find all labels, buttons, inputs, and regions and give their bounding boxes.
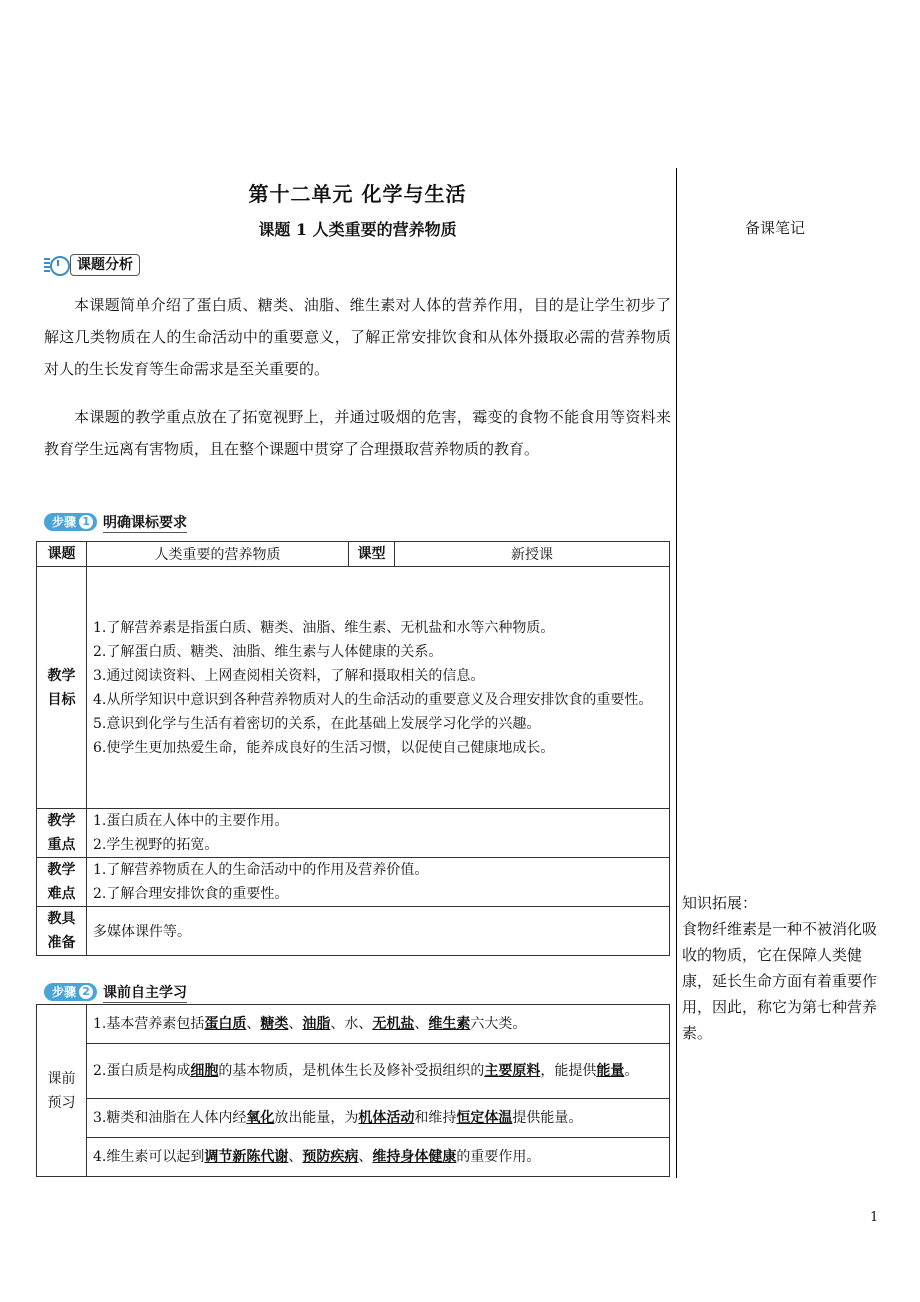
key-points-list: 1.蛋白质在人体中的主要作用。 2.学生视野的拓宽。 (87, 809, 670, 858)
tools-value: 多媒体课件等。 (87, 907, 670, 956)
preview-header: 课前 预习 (37, 1005, 87, 1177)
difficulties-header: 教学 难点 (37, 858, 87, 907)
curriculum-table (36, 541, 670, 956)
preview-item-3: 3.糖类和油脂在人体内经氧化放出能量，为机体活动和维持恒定体温提供能量。 (87, 1099, 670, 1138)
step-1-number: 1 (79, 515, 93, 529)
goal-item: 3.通过阅读资料、上网查阅相关资料，了解和摄取相关的信息。 (93, 667, 485, 684)
page-number: 1 (870, 1210, 879, 1225)
preview-table (36, 1004, 670, 1177)
step-1-tag: 步骤 (52, 515, 77, 529)
knowledge-extension (682, 890, 882, 1046)
goal-item: 1.了解营养素是指蛋白质、糖类、油脂、维生素、无机盐和水等六种物质。 (93, 619, 555, 636)
tools-header: 教具 准备 (37, 907, 87, 956)
notes-column-label: 备课笔记 (745, 219, 806, 237)
type-header: 课型 (349, 542, 395, 567)
clock-icon (44, 254, 70, 276)
topic-header: 课题 (37, 542, 87, 567)
preview-item-4: 4.维生素可以起到调节新陈代谢、预防疾病、维持身体健康的重要作用。 (87, 1138, 670, 1177)
goals-list (87, 567, 670, 809)
preview-item-1: 1.基本营养素包括蛋白质、糖类、油脂、水、无机盐、维生素六大类。 (87, 1005, 670, 1044)
goal-item: 5.意识到化学与生活有着密切的关系，在此基础上发展学习化学的兴趣。 (93, 715, 541, 732)
analysis-paragraph-2: 本课题的教学重点放在了拓宽视野上，并通过吸烟的危害，霉变的食物不能食用等资料来教育学生远离有害物质，且在整个课题中贯穿了合理摄取营养物质的教育。 (44, 408, 671, 458)
step-1-pill (44, 513, 97, 531)
goal-item: 4.从所学知识中意识到各种营养物质对人的生命活动的重要意义及合理安排饮食的重要性。 (93, 691, 653, 708)
step-2-pill (44, 983, 97, 1001)
step-1-label: 明确课标要求 (103, 512, 187, 533)
analysis-badge-label: 课题分析 (70, 254, 140, 276)
topic-value: 人类重要的营养物质 (87, 542, 349, 567)
extension-heading: 知识拓展： (682, 894, 758, 912)
step-2-number: 2 (79, 985, 93, 999)
analysis-paragraph-1: 本课题简单介绍了蛋白质、糖类、油脂、维生素对人体的营养作用，目的是让学生初步了解这几类物质在人的生命活动中的重要意义，了解正常安排饮食和从体外摄取必需的营养物质对人的生长发育等生命需求是至关重要的。 (44, 296, 671, 378)
goals-header: 教学 目标 (37, 567, 87, 809)
goal-item: 6.使学生更加热爱生命，能养成良好的生活习惯，以促使自己健康地成长。 (93, 739, 555, 756)
step-1-heading (44, 512, 187, 532)
margin-divider (676, 168, 677, 1178)
step-2-label: 课前自主学习 (103, 982, 187, 1003)
difficulties-list: 1.了解营养物质在人的生命活动中的作用及营养价值。 2.了解合理安排饮食的重要性。 (87, 858, 670, 907)
step-2-tag: 步骤 (52, 985, 77, 999)
step-2-heading (44, 982, 187, 1002)
analysis-badge (44, 254, 140, 276)
type-value: 新授课 (395, 542, 670, 567)
goal-item: 2.了解蛋白质、糖类、油脂、维生素与人体健康的关系。 (93, 643, 443, 660)
key-points-header: 教学 重点 (37, 809, 87, 858)
preview-item-2: 2.蛋白质是构成细胞的基本物质，是机体生长及修补受损组织的主要原料，能提供能量。 (87, 1044, 670, 1099)
lesson-title: 课题 1 人类重要的营养物质 (258, 220, 457, 239)
extension-body: 食物纤维素是一种不被消化吸收的物质，它在保障人类健康，延长生命方面有着重要作用，因此，称它为第七种营养素。 (682, 920, 878, 1042)
unit-title: 第十二单元 化学与生活 (248, 182, 467, 206)
